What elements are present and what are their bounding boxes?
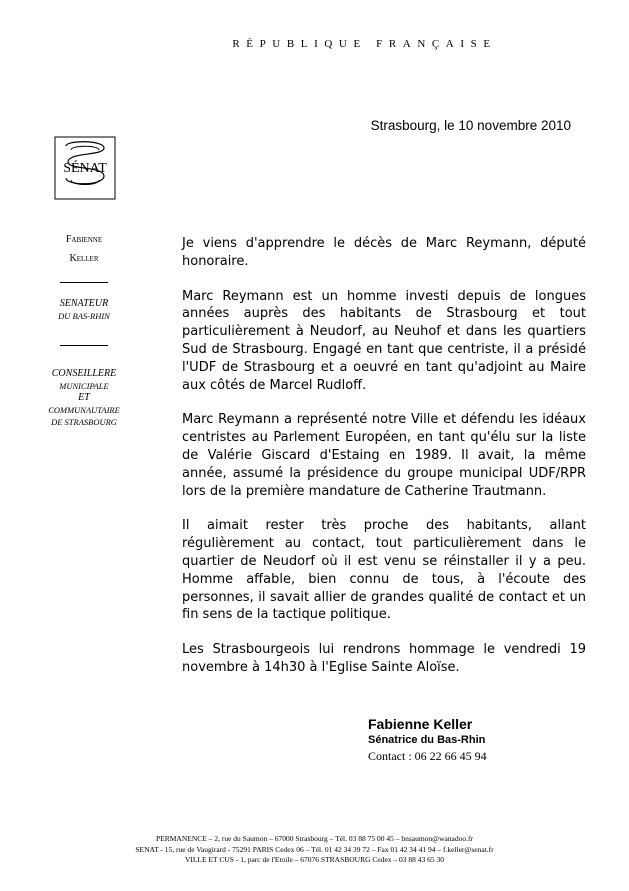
signature-contact: Contact : 06 22 66 45 94 — [368, 749, 487, 763]
signature-block — [368, 716, 487, 765]
letterhead-title: RÉPUBLIQUE FRANÇAISE — [232, 38, 497, 50]
signature-name: Fabienne Keller — [368, 716, 473, 732]
footer-line: VILLE ET CUS - 1, parc de l'Etoile – 67076 STRASBOURG Cedex – 03 88 43 65 30 — [184, 855, 445, 864]
sidebar-title-line1: SENATEUR — [59, 298, 109, 309]
letter-paragraph: Les Strasbourgeois lui rendrons hommage le vendredi 19 novembre à 14h30 à l'Eglise Sainte Aloïse. — [182, 642, 586, 675]
footer-addresses — [0, 834, 629, 866]
logo-text: SÉNAT — [63, 161, 107, 176]
footer-line: SENAT - 15, rue de Vaugirard - 75291 PARIS Cedex 06 – Tél. 01 42 34 39 72 – Fax 01 42 34 41 94 – f.keller@senat.fr — [135, 844, 494, 854]
sidebar-first-name: Fabienne — [65, 234, 103, 245]
sidebar-conseil-line: CONSEILLERE — [51, 368, 117, 379]
signature-title: Sénatrice du Bas-Rhin — [368, 734, 486, 746]
senat-logo — [54, 136, 116, 200]
letter-date: Strasbourg, le 10 novembre 2010 — [370, 118, 571, 133]
letter-paragraph: Marc Reymann a représenté notre Ville et défendu les idéaux centristes au Parlement Européen, en tant qu'élu sur la liste de Valérie Giscard d'Estaing en 1989. Il avait, la même année, assumé la présidence du groupe municipal UDF/RPR lors de la première mandature de Catherine Trautmann. — [182, 412, 586, 499]
sidebar-conseil-line: DE STRASBOURG — [51, 417, 117, 427]
sidebar-conseil-line: MUNICIPALE — [59, 381, 109, 391]
sidebar-last-name: Keller — [69, 253, 99, 264]
letter-paragraph: Je viens d'apprendre le décès de Marc Reymann, député honoraire. — [182, 236, 586, 269]
sidebar-conseil — [36, 368, 132, 428]
sidebar-conseil-line: ET — [78, 392, 90, 403]
sidebar-conseil-line: COMMUNAUTAIRE — [48, 405, 120, 415]
sidebar-title-line2: DU BAS-RHIN — [58, 311, 110, 321]
sidebar-divider — [60, 345, 108, 346]
letter-paragraph: Il aimait rester très proche des habitants, allant régulièrement au contact, tout particulièrement dans le quartier de Neudorf où il est venu se réinstaller il y a peu. Homme affable, bien connu de tous, à l'écoute des personnes, il savait allier de grandes qualité de contact et un fin sens de la tactique politique. — [182, 518, 586, 623]
sidebar-name — [36, 230, 132, 268]
sidebar-title — [36, 298, 132, 322]
footer-line: PERMANENCE – 2, rue du Saumon – 67000 Strasbourg – Tél. 03 88 75 00 45 – bnsaumon@wanadoo.fr — [155, 834, 474, 843]
letter-body — [182, 235, 586, 694]
sidebar-divider — [60, 282, 108, 283]
letter-paragraph: Marc Reymann est un homme investi depuis de longues années auprès des habitants de Strasbourg et tout particulièrement à Neudorf, au Neuhof et dans les quartiers Sud de Strasbourg. Engagé en tant que centriste, il a présidé l'UDF de Strasbourg et a oeuvré en tant qu'adjoint au Maire aux côtés de Marcel Rudloff. — [182, 288, 586, 393]
